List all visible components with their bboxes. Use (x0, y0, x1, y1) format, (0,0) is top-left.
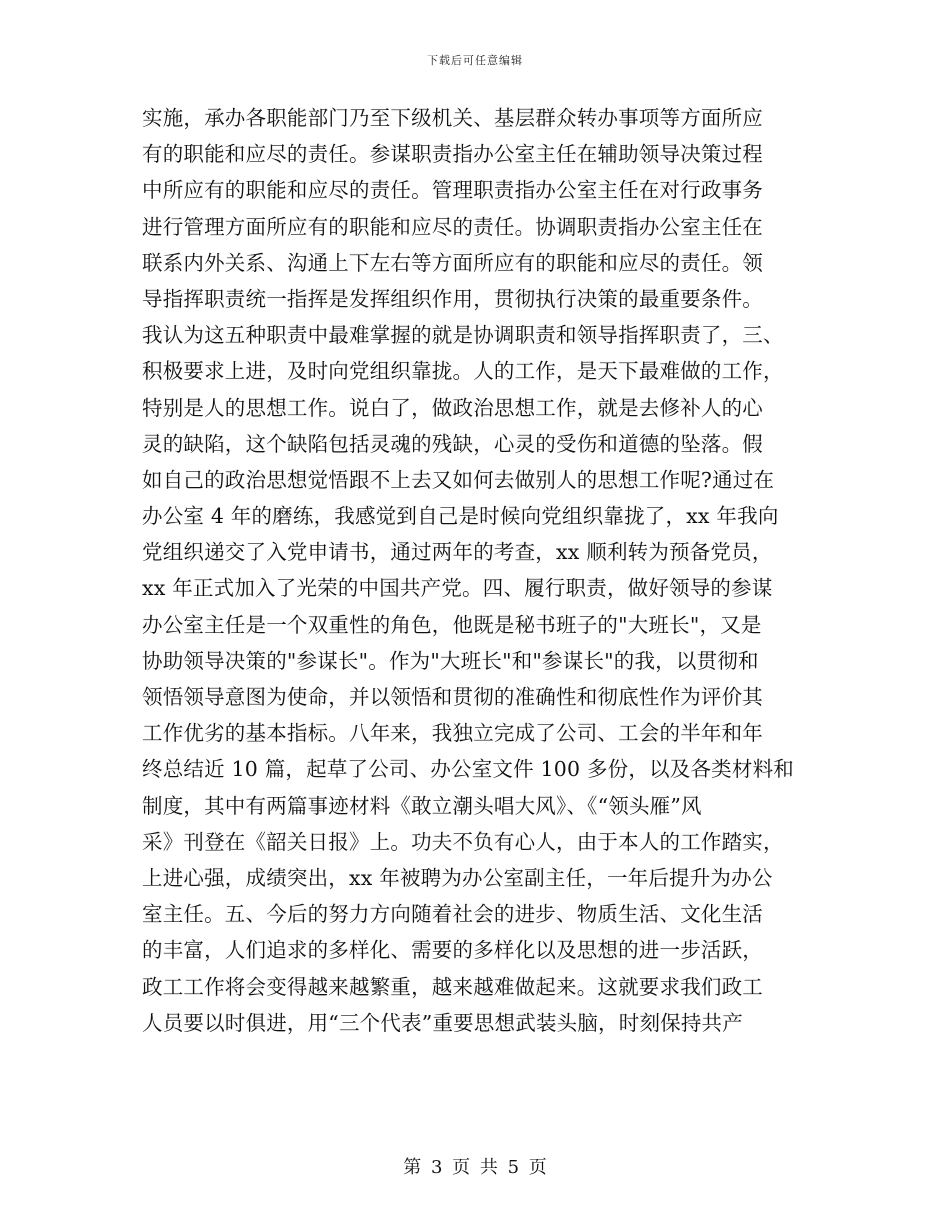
body-text-line: 党组织递交了入党申请书，通过两年的考查，xx 顺利转为预备党员， (142, 540, 773, 565)
body-text-line: 灵的缺陷，这个缺陷包括灵魂的残缺，心灵的受伤和道德的坠落。假 (142, 431, 763, 456)
body-text-line: 政工工作将会变得越来越繁重，越来越难做起来。这就要求我们政工 (142, 974, 763, 999)
body-text-line: 我认为这五种职责中最难掌握的就是协调职责和领导指挥职责了，三、 (142, 323, 784, 348)
body-text-line: 如自己的政治思想觉悟跟不上去又如何去做别人的思想工作呢?通过在 (142, 467, 775, 492)
body-text-line: 积极要求上进，及时向党组织靠拢。人的工作，是天下最难做的工作， (142, 359, 784, 384)
body-text-line: 协助领导决策的"参谋长"。作为"大班长"和"参谋长"的我，以贯彻和 (142, 648, 759, 673)
page-number-footer: 第 3 页 共 5 页 (403, 1157, 547, 1178)
body-text-line: 工作优劣的基本指标。八年来，我独立完成了公司、工会的半年和年 (142, 721, 763, 746)
document-body (142, 100, 812, 1041)
body-text-line: 中所应有的职能和应尽的责任。管理职责指办公室主任在对行政事务 (142, 178, 763, 203)
body-text-line: 特别是人的思想工作。说白了，做政治思想工作，就是去修补人的心 (142, 395, 763, 420)
body-text-line: xx 年正式加入了光荣的中国共产党。四、履行职责，做好领导的参谋 (142, 576, 773, 601)
body-text-line: 导指挥职责统一指挥是发挥组织作用，贯彻执行决策的最重要条件。 (142, 286, 763, 311)
body-text-line: 办公室主任是一个双重性的角色，他既是秘书班子的"大班长"，又是 (142, 612, 762, 637)
body-text-line: 制度，其中有两篇事迹材料《敢立潮头唱大风》、《“领头雁”风 (142, 793, 702, 818)
body-text-line: 联系内外关系、沟通上下左右等方面所应有的职能和应尽的责任。领 (142, 250, 763, 275)
page-header: 下载后可任意编辑 (427, 54, 523, 67)
body-text-line: 终总结近 10 篇，起草了公司、办公室文件 100 多份，以及各类材料和 (142, 757, 794, 782)
body-text-line: 上进心强，成绩突出，xx 年被聘为办公室副主任，一年后提升为办公 (142, 865, 773, 890)
body-text-line: 实施，承办各职能部门乃至下级机关、基层群众转办事项等方面所应 (142, 106, 763, 130)
body-text-line: 人员要以时俱进，用“三个代表”重要思想武装头脑，时刻保持共产 (142, 1010, 743, 1035)
body-text-line: 的丰富，人们追求的多样化、需要的多样化以及思想的进一步活跃， (142, 938, 763, 963)
body-text-line: 办公室 4 年的磨练，我感觉到自己是时候向党组织靠拢了，xx 年我向 (142, 504, 779, 529)
body-text-line: 进行管理方面所应有的职能和应尽的责任。协调职责指办公室主任在 (142, 214, 763, 239)
body-text-line: 室主任。五、今后的努力方向随着社会的进步、物质生活、文化生活 (142, 902, 763, 927)
body-text-line: 有的职能和应尽的责任。参谋职责指办公室主任在辅助领导决策过程 (142, 142, 763, 167)
body-text-line: 采》刊登在《韶关日报》上。功夫不负有心人，由于本人的工作踏实， (142, 829, 784, 854)
body-text-line: 领悟领导意图为使命，并以领悟和贯彻的准确性和彻底性作为评价其 (142, 685, 763, 709)
